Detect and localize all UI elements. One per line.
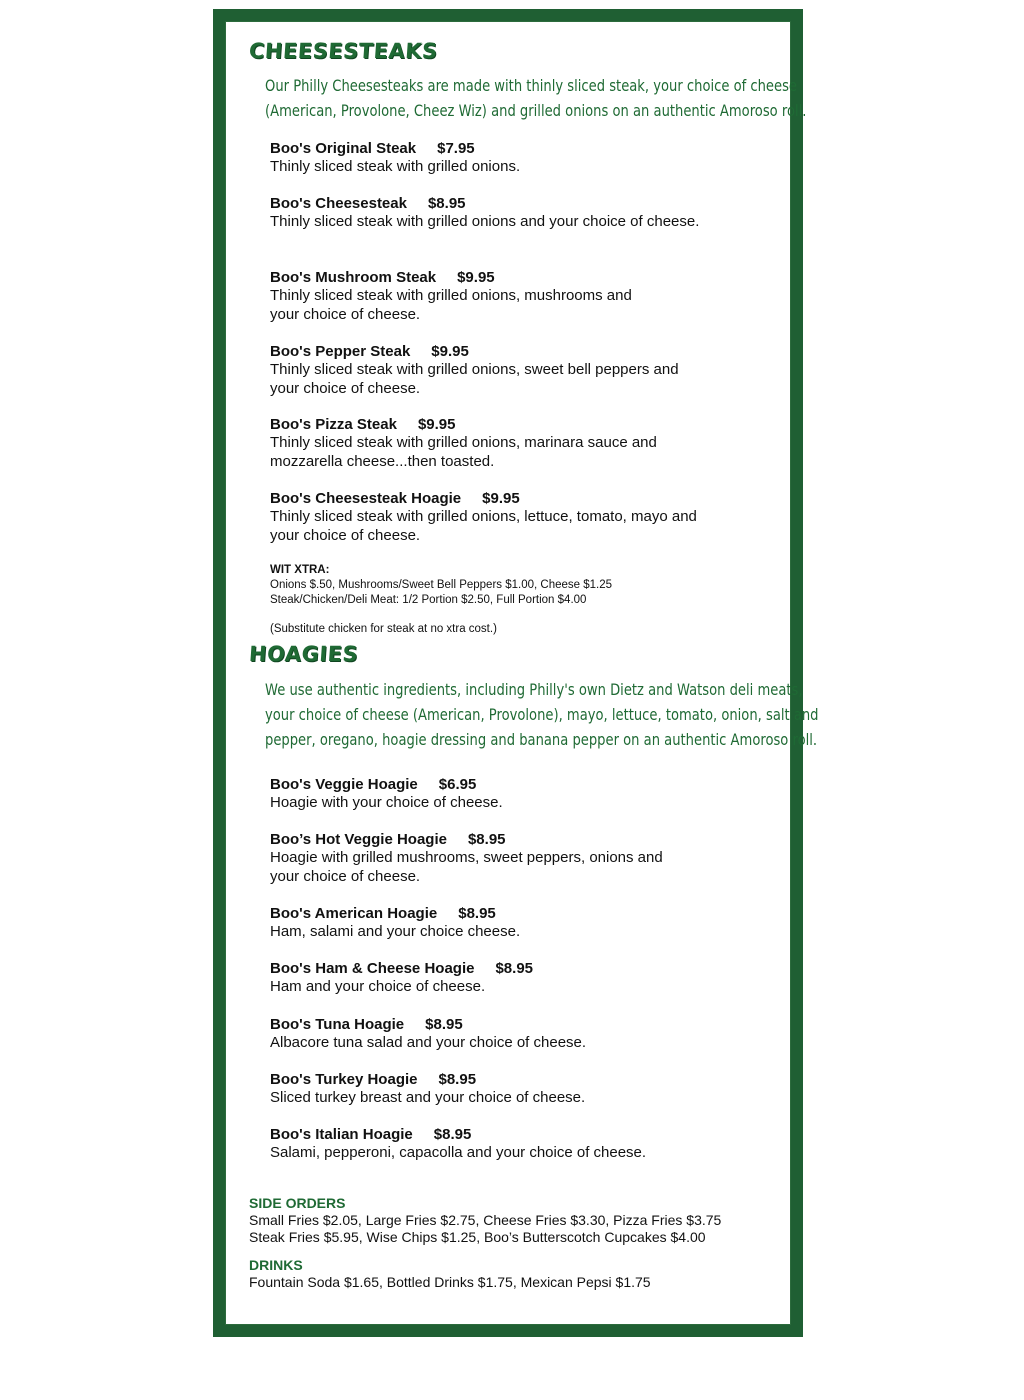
item-name: Boo's Original Steak [270, 140, 417, 157]
hoagies-intro-line3: pepper, oregano, hoagie dressing and banana pepper on an authentic Amoroso roll. [265, 730, 818, 749]
hoagies-intro-line1: We use authentic ingredients, including Philly's own Dietz and Watson deli meats, [265, 680, 803, 699]
item-name: Boo’s Hot Veggie Hoagie [270, 831, 447, 848]
menu-item-hot-veggie-hoagie [270, 831, 690, 886]
side-orders-line2: Steak Fries $5.95, Wise Chips $1.25, Boo’s Butterscotch Cupcakes $4.00 [249, 1229, 706, 1245]
item-price: $8.95 [438, 1071, 477, 1088]
item-price: $8.95 [458, 905, 496, 922]
item-name: Boo's Italian Hoagie [270, 1126, 413, 1143]
cheesesteaks-heading: CHEESESTEAKS [248, 39, 439, 63]
item-description: Salami, pepperoni, capacolla and your choice of cheese. [270, 1144, 647, 1161]
menu-item-american-hoagie [270, 905, 730, 942]
menu-item-italian-hoagie [270, 1126, 740, 1163]
item-name: Boo's American Hoagie [270, 905, 438, 922]
menu-item-tuna-hoagie [270, 1016, 730, 1053]
item-description: Thinly sliced steak with grilled onions. [270, 158, 521, 175]
cheesesteaks-intro-line1: Our Philly Cheesesteaks are made with thinly sliced steak, your choice of cheese [265, 76, 797, 95]
item-price: $8.95 [467, 831, 506, 848]
drinks-block [249, 1257, 651, 1291]
item-description: Thinly sliced steak with grilled onions, sweet bell peppers and your choice of cheese. [270, 361, 679, 397]
menu-item-veggie-hoagie [270, 776, 730, 813]
menu-item-turkey-hoagie [270, 1071, 730, 1108]
item-name: Boo's Ham & Cheese Hoagie [270, 960, 475, 977]
item-price: $9.95 [482, 490, 520, 507]
item-description: Ham and your choice of cheese. [270, 978, 486, 995]
hoagies-heading: HOAGIES [248, 642, 359, 666]
cheesesteaks-intro [265, 73, 807, 123]
item-name: Boo's Cheesesteak [270, 195, 407, 212]
item-name: Boo's Turkey Hoagie [270, 1071, 418, 1088]
drinks-label: DRINKS [249, 1257, 303, 1273]
hoagies-intro [265, 677, 819, 752]
item-name: Boo's Pizza Steak [270, 416, 397, 433]
item-name: Boo's Tuna Hoagie [270, 1016, 405, 1033]
item-price: $8.95 [495, 960, 534, 977]
item-name: Boo's Veggie Hoagie [270, 776, 418, 793]
menu-item-ham-cheese-hoagie [270, 960, 730, 997]
item-price: $7.95 [437, 140, 475, 157]
item-price: $6.95 [438, 776, 477, 793]
item-price: $9.95 [417, 416, 456, 433]
side-orders-block [249, 1195, 721, 1246]
item-description: Hoagie with your choice of cheese. [270, 794, 503, 811]
item-price: $9.95 [431, 343, 469, 360]
extras-line2: Steak/Chicken/Deli Meat: 1/2 Portion $2.50, Full Portion $4.00 [270, 594, 587, 606]
menu-item-pepper-steak [270, 343, 710, 398]
item-price: $8.95 [425, 1016, 463, 1033]
side-orders-line1: Small Fries $2.05, Large Fries $2.75, Cheese Fries $3.30, Pizza Fries $3.75 [249, 1212, 722, 1228]
item-description: Albacore tuna salad and your choice of cheese. [270, 1034, 587, 1051]
item-description: Hoagie with grilled mushrooms, sweet peppers, onions and your choice of cheese. [270, 849, 663, 885]
item-description: Thinly sliced steak with grilled onions, lettuce, tomato, mayo and your choice of cheese. [270, 508, 697, 544]
menu-item-pizza-steak [270, 416, 680, 471]
item-description: Thinly sliced steak with grilled onions and your choice of cheese. [270, 213, 700, 230]
drinks-line1: Fountain Soda $1.65, Bottled Drinks $1.75, Mexican Pepsi $1.75 [249, 1274, 651, 1290]
menu-item-original-steak [270, 140, 730, 177]
menu-item-mushroom-steak [270, 269, 650, 324]
side-orders-label: SIDE ORDERS [249, 1195, 346, 1211]
item-price: $9.95 [457, 269, 495, 286]
item-name: Boo's Pepper Steak [270, 343, 411, 360]
item-name: Boo's Mushroom Steak [270, 269, 437, 286]
cheesesteaks-intro-line2: (American, Provolone, Cheez Wiz) and grilled onions on an authentic Amoroso roll. [265, 101, 807, 120]
extras-block [270, 563, 612, 608]
item-price: $8.95 [427, 195, 466, 212]
menu-item-cheesesteak-hoagie [270, 490, 720, 545]
menu-item-cheesesteak [270, 195, 700, 232]
item-description: Sliced turkey breast and your choice of cheese. [270, 1089, 586, 1106]
item-description: Thinly sliced steak with grilled onions, marinara sauce and mozzarella cheese...then toasted. [270, 434, 657, 470]
extras-line1: Onions $.50, Mushrooms/Sweet Bell Peppers $1.00, Cheese $1.25 [270, 579, 613, 591]
substitute-note: (Substitute chicken for steak at no xtra cost.) [270, 623, 497, 635]
item-description: Ham, salami and your choice cheese. [270, 923, 521, 940]
item-price: $8.95 [433, 1126, 472, 1143]
extras-label: WIT XTRA: [270, 564, 330, 576]
item-description: Thinly sliced steak with grilled onions, mushrooms and your choice of cheese. [270, 287, 632, 323]
item-name: Boo's Cheesesteak Hoagie [270, 490, 462, 507]
hoagies-intro-line2: your choice of cheese (American, Provolone), mayo, lettuce, tomato, onion, salt and [265, 705, 819, 724]
